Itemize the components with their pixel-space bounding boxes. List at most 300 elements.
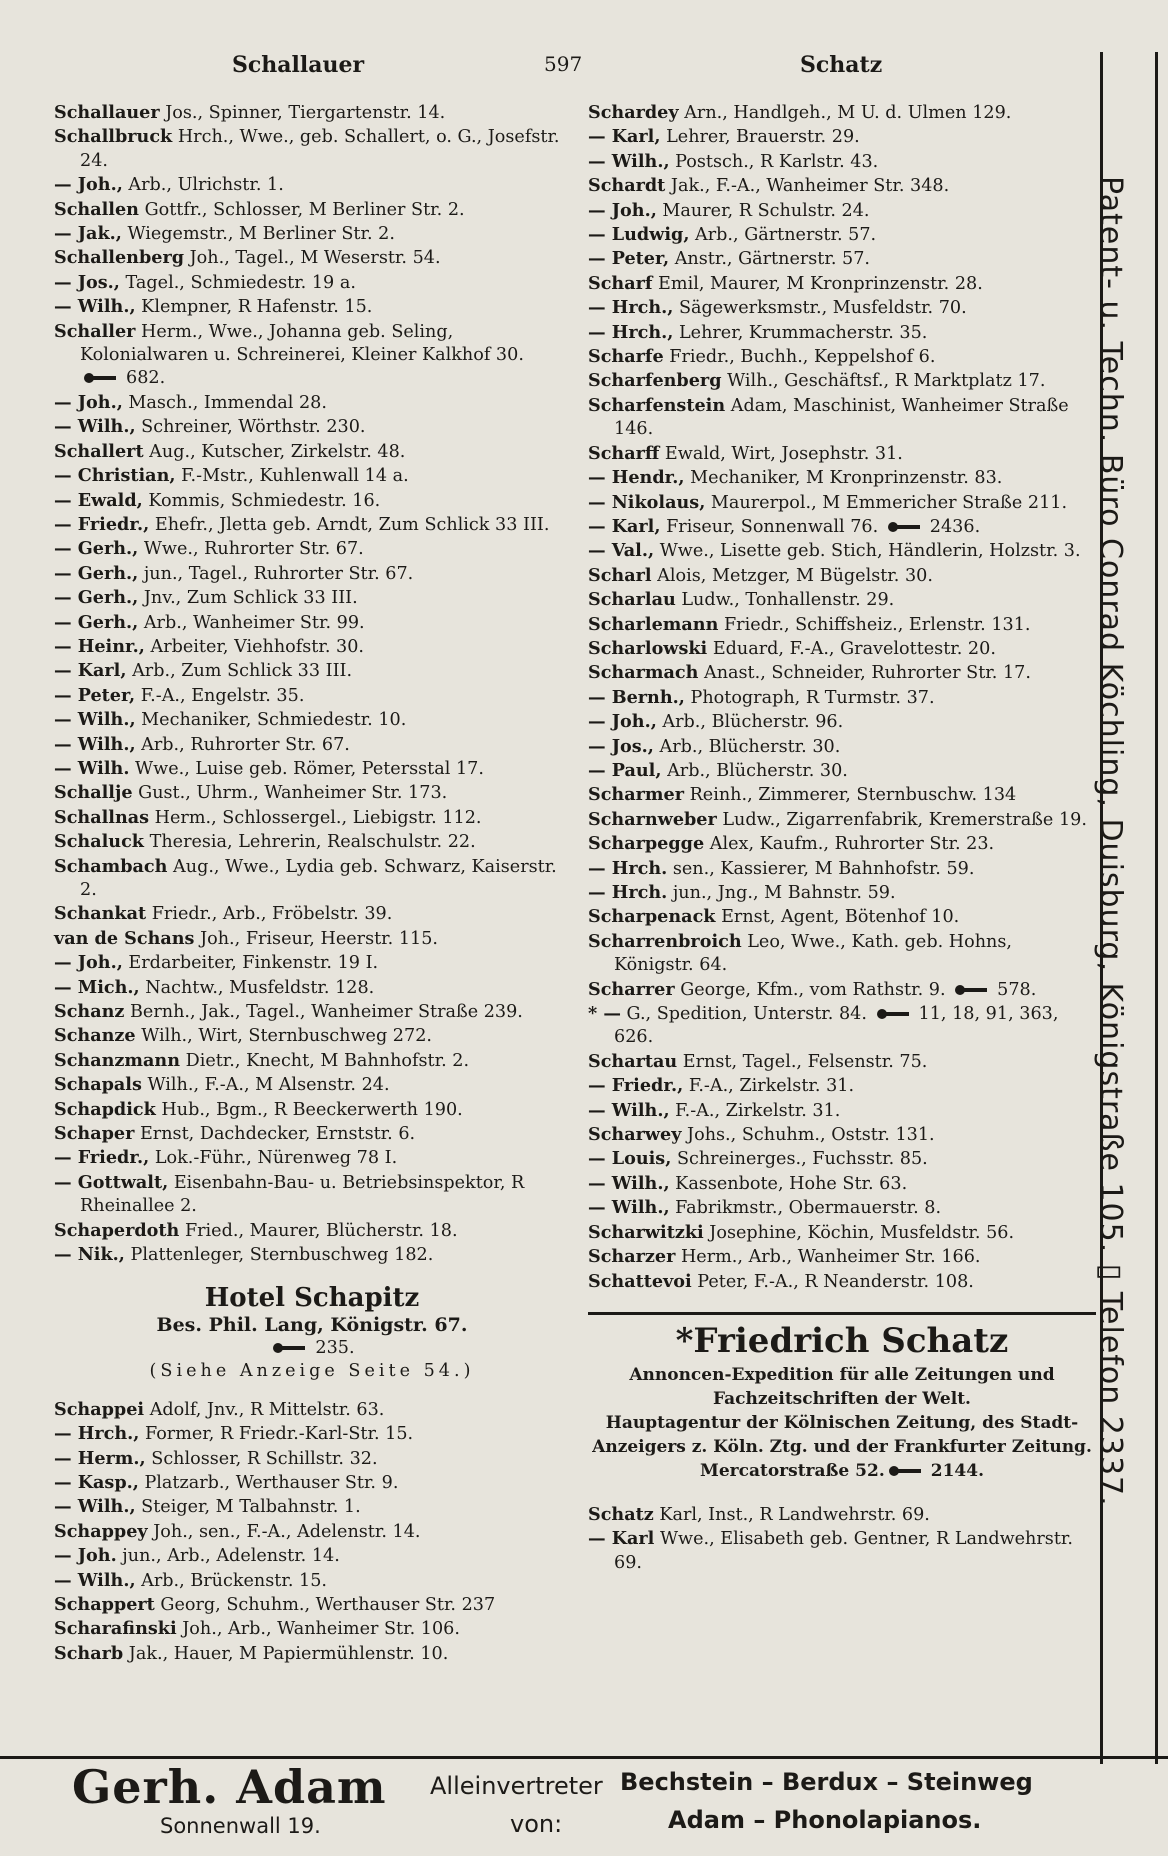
entry-details: Karl, Inst., R Landwehrstr. 69. xyxy=(659,1504,930,1525)
entry-details: Joh., Friseur, Heerstr. 115. xyxy=(200,928,439,949)
entry-details: George, Kfm., vom Rathstr. 9. xyxy=(680,979,946,1000)
directory-entry xyxy=(588,150,1096,174)
entry-name: Scharnweber xyxy=(588,808,717,830)
directory-entry xyxy=(54,976,570,1000)
entry-details: Masch., Immendal 28. xyxy=(128,392,327,413)
directory-entry xyxy=(54,1000,570,1024)
entry-details: Joh., Tagel., M Weserstr. 54. xyxy=(189,248,441,269)
directory-entry xyxy=(54,173,570,197)
entry-name: — Joh., xyxy=(54,952,123,974)
entry-name: Scharf xyxy=(588,272,653,294)
entry-name: — Nikolaus, xyxy=(588,491,706,513)
directory-entry xyxy=(588,1245,1096,1269)
entry-details: Photograph, R Turmstr. 37. xyxy=(690,687,935,708)
directory-entry xyxy=(588,1503,1096,1527)
entry-name: — Gottwalt, xyxy=(54,1171,169,1193)
advert-phone: 2144. xyxy=(930,1460,984,1481)
directory-entry xyxy=(54,1593,570,1617)
entry-details: Eduard, F.-A., Gravelottestr. 20. xyxy=(712,638,996,659)
entry-name: Schaluck xyxy=(54,831,144,853)
directory-entry xyxy=(588,199,1096,223)
entry-name: — Kasp., xyxy=(54,1471,139,1493)
directory-entry xyxy=(54,1122,570,1146)
entry-name: Scharzer xyxy=(588,1246,676,1268)
entry-details: Ernst, Tagel., Felsenstr. 75. xyxy=(682,1051,928,1072)
entry-details: Johs., Schuhm., Oststr. 131. xyxy=(687,1125,935,1146)
entry-name: Scharb xyxy=(54,1642,124,1664)
entry-name: Scharfenberg xyxy=(588,370,722,392)
entry-name: Schardt xyxy=(588,175,666,197)
entry-name: — Nik., xyxy=(54,1244,125,1266)
entry-name: Schaper xyxy=(54,1123,135,1145)
entry-name: Scharpenack xyxy=(588,906,716,928)
footer-von: von: xyxy=(510,1810,563,1838)
entry-name: — Wilh., xyxy=(588,1197,670,1219)
directory-entry xyxy=(54,830,570,854)
entry-name: Schanzmann xyxy=(54,1049,180,1071)
entry-details: Erdarbeiter, Finkenstr. 19 I. xyxy=(128,953,379,974)
directory-entry xyxy=(54,125,570,173)
left-column xyxy=(54,101,570,1666)
entry-details: Herm., Schlossergel., Liebigstr. 112. xyxy=(154,807,482,828)
directory-entry xyxy=(588,1099,1096,1123)
entry-name: Scharlemann xyxy=(588,613,719,635)
directory-entry xyxy=(588,783,1096,807)
entry-name: — Hendr., xyxy=(588,467,685,489)
directory-entry xyxy=(588,369,1096,393)
entry-details: Arb., Blücherstr. 96. xyxy=(662,712,844,733)
entry-name: — Joh., xyxy=(588,711,657,733)
entry-name: — Jos., xyxy=(54,271,120,293)
entry-name: — Louis, xyxy=(588,1148,672,1170)
entry-details: jun., Tagel., Ruhrorter Str. 67. xyxy=(143,563,414,584)
entry-name: Scharl xyxy=(588,564,652,586)
directory-entry xyxy=(54,489,570,513)
telephone-icon xyxy=(273,1343,307,1353)
directory-entry xyxy=(54,611,570,635)
entry-name: — Peter, xyxy=(54,684,136,706)
directory-entry xyxy=(588,808,1096,832)
entry-details: Nachtw., Musfeldstr. 128. xyxy=(145,977,375,998)
entry-name: — Paul, xyxy=(588,759,662,781)
entry-details: Postsch., R Karlstr. 43. xyxy=(675,151,879,172)
directory-entry xyxy=(588,1172,1096,1196)
directory-entry xyxy=(588,272,1096,296)
entry-phone: 578. xyxy=(997,979,1037,1000)
directory-entry xyxy=(588,1196,1096,1220)
entry-details: Kommis, Schmiedestr. 16. xyxy=(148,490,381,511)
entry-name: — Jak., xyxy=(54,223,122,245)
entry-details: Anast., Schneider, Ruhrorter Str. 17. xyxy=(704,663,1031,684)
directory-entry xyxy=(588,1270,1096,1294)
entry-name: — Wilh., xyxy=(54,1569,136,1591)
right-column xyxy=(588,101,1096,1575)
directory-entry xyxy=(588,1221,1096,1245)
entry-name: — Hrch., xyxy=(54,1423,140,1445)
entry-details: Plattenleger, Sternbuschweg 182. xyxy=(130,1245,434,1266)
entry-name: — Gerh., xyxy=(54,611,139,633)
directory-entry xyxy=(588,1050,1096,1074)
entry-details: Ernst, Dachdecker, Ernststr. 6. xyxy=(139,1124,416,1145)
entry-name: Schappei xyxy=(54,1398,145,1420)
entry-details: F.-A., Engelstr. 35. xyxy=(140,685,305,706)
entry-details: Wiegemstr., M Berliner Str. 2. xyxy=(127,224,395,245)
entry-name: Schallert xyxy=(54,440,144,462)
entry-details: Mechaniker, Schmiedestr. 10. xyxy=(141,710,407,731)
hotel-ref: (Siehe Anzeige Seite 54.) xyxy=(149,1361,475,1382)
advert-line-2: Hauptagentur der Kölnischen Zeitung, des Stadt-Anzeigers z. Köln. Ztg. und der Frankfurter Zeitung. xyxy=(592,1412,1092,1457)
advert-address: Mercatorstraße 52. xyxy=(700,1460,885,1481)
entry-details: Dietr., Knecht, M Bahnhofstr. 2. xyxy=(185,1050,470,1071)
directory-entry xyxy=(588,905,1096,929)
entry-name: Schappey xyxy=(54,1520,148,1542)
entry-name: Schartau xyxy=(588,1050,678,1072)
entry-details: Friseur, Sonnenwall 76. xyxy=(666,516,879,537)
entry-details: Wwe., Ruhrorter Str. 67. xyxy=(143,539,364,560)
directory-entry xyxy=(588,223,1096,247)
entry-details: Wilh., Geschäftsf., R Marktplatz 17. xyxy=(727,371,1046,392)
directory-entry xyxy=(54,1422,570,1446)
directory-entry xyxy=(54,537,570,561)
entry-name: van de Schans xyxy=(54,927,195,949)
entry-details: Arb., Brückenstr. 15. xyxy=(141,1570,327,1591)
entry-name: Scharff xyxy=(588,442,660,464)
directory-entry xyxy=(54,246,570,270)
directory-entry xyxy=(54,635,570,659)
entry-name: — Bernh., xyxy=(588,686,685,708)
entry-details: Jnv., Zum Schlick 33 III. xyxy=(143,588,358,609)
entry-details: Friedr., Schiffsheiz., Erlenstr. 131. xyxy=(723,614,1031,635)
entry-name: — Christian, xyxy=(54,465,176,487)
entry-details: F.-Mstr., Kuhlenwall 14 a. xyxy=(181,466,409,487)
entry-details: Arb., Ruhrorter Str. 67. xyxy=(141,734,350,755)
entry-details: Leo, Wwe., Kath. geb. Hohns, Königstr. 64. xyxy=(614,931,1012,976)
entry-details: Adam, Maschinist, Wanheimer Straße 146. xyxy=(614,395,1069,440)
directory-entry xyxy=(588,832,1096,856)
directory-entry xyxy=(588,515,1096,539)
directory-entry xyxy=(54,464,570,488)
entry-name: — Friedr., xyxy=(54,1147,150,1169)
entry-name: Schaperdoth xyxy=(54,1219,180,1241)
directory-entry xyxy=(588,978,1096,1002)
entry-name: Schattevoi xyxy=(588,1270,692,1292)
directory-entry xyxy=(588,1074,1096,1098)
entry-name: — Friedr., xyxy=(54,513,150,535)
directory-entry xyxy=(588,637,1096,661)
sidebar-advert: Patent- u. Techn. Büro Conrad Köchling, Duisburg, Königstraße 105. ▯ Telefon 2337. xyxy=(1093,176,1128,1507)
directory-entry xyxy=(588,466,1096,490)
directory-entry xyxy=(588,442,1096,466)
entry-details: Arb., Gärtnerstr. 57. xyxy=(695,225,877,246)
entry-details: Ludw., Zigarrenfabrik, Kremerstraße 19. xyxy=(722,809,1087,830)
entry-details: Adolf, Jnv., R Mittelstr. 63. xyxy=(149,1399,385,1420)
directory-entry xyxy=(54,1447,570,1471)
hotel-title: Hotel Schapitz xyxy=(204,1282,420,1313)
telephone-icon xyxy=(84,373,118,383)
entry-details: sen., Kassierer, M Bahnhofstr. 59. xyxy=(672,858,975,879)
entry-details: Friedr., Arb., Fröbelstr. 39. xyxy=(151,904,393,925)
directory-entry xyxy=(588,174,1096,198)
entry-details: Herm., Arb., Wanheimer Str. 166. xyxy=(680,1247,981,1268)
entry-details: Mechaniker, M Kronprinzenstr. 83. xyxy=(690,468,1003,489)
entry-name: — Herm., xyxy=(54,1447,146,1469)
entry-name: — Mich., xyxy=(54,976,140,998)
entry-name: Schaller xyxy=(54,320,136,342)
entry-details: Maurer, R Schulstr. 24. xyxy=(662,200,870,221)
entry-details: Schlosser, R Schillstr. 32. xyxy=(151,1448,378,1469)
directory-entry xyxy=(54,440,570,464)
entry-details: Lehrer, Brauerstr. 29. xyxy=(666,127,860,148)
entry-name: Scharrer xyxy=(588,978,675,1000)
entry-name: Scharlau xyxy=(588,589,676,611)
directory-entry xyxy=(588,125,1096,149)
entry-name: — Hrch., xyxy=(588,297,674,319)
entry-name: — Jos., xyxy=(588,735,654,757)
entry-details: Jak., F.-A., Wanheimer Str. 348. xyxy=(670,176,950,197)
directory-entry xyxy=(588,1527,1096,1575)
footer-brands-2: Adam – Phonolapianos. xyxy=(668,1806,982,1834)
directory-entry xyxy=(54,1219,570,1243)
entry-details: Maurerpol., M Emmericher Straße 211. xyxy=(710,492,1068,513)
entry-details: F.-A., Zirkelstr. 31. xyxy=(675,1100,841,1121)
entry-name: Scharmach xyxy=(588,662,699,684)
entry-name: — Joh., xyxy=(588,199,657,221)
entry-details: F.-A., Zirkelstr. 31. xyxy=(688,1076,855,1097)
entry-name: Schanze xyxy=(54,1025,136,1047)
directory-entry xyxy=(54,1569,570,1593)
entry-details: Arb., Blücherstr. 30. xyxy=(667,760,848,781)
sidebar-rule-right xyxy=(1155,52,1158,1764)
directory-entry xyxy=(54,1146,570,1170)
entry-details: Eisenbahn-Bau- u. Betriebsinspektor, R Rheinallee 2. xyxy=(80,1172,525,1217)
directory-entry xyxy=(588,686,1096,710)
entry-details: Joh., Arb., Wanheimer Str. 106. xyxy=(182,1619,460,1640)
entry-details: Wwe., Elisabeth geb. Gentner, R Landwehrstr. 69. xyxy=(614,1529,1073,1573)
directory-entry xyxy=(588,759,1096,783)
directory-entry xyxy=(54,562,570,586)
entry-name: — Gerh., xyxy=(54,587,139,609)
entry-details: Theresia, Lehrerin, Realschulstr. 22. xyxy=(149,832,476,853)
left-entries-2 xyxy=(54,1398,570,1666)
directory-entry xyxy=(54,1471,570,1495)
directory-entry xyxy=(54,708,570,732)
entry-details: Steiger, M Talbahnstr. 1. xyxy=(141,1497,361,1518)
directory-entry xyxy=(54,1642,570,1666)
entry-name: — Wilh., xyxy=(54,733,136,755)
directory-entry xyxy=(54,1049,570,1073)
directory-entry xyxy=(588,296,1096,320)
entry-details: Peter, F.-A., R Neanderstr. 108. xyxy=(697,1271,974,1292)
entry-details: Ehefr., Jletta geb. Arndt, Zum Schlick 33 III. xyxy=(154,514,550,535)
entry-name: — Hrch., xyxy=(588,321,674,343)
entry-details: Josephine, Köchin, Musfeldstr. 56. xyxy=(709,1222,1015,1243)
entry-name: Schallje xyxy=(54,782,133,804)
entry-name: Scharlowski xyxy=(588,637,708,659)
directory-entry xyxy=(54,951,570,975)
entry-details: Alois, Metzger, M Bügelstr. 30. xyxy=(657,565,933,586)
entry-details: Wwe., Luise geb. Römer, Petersstal 17. xyxy=(135,758,484,779)
directory-entry xyxy=(54,198,570,222)
directory-entry xyxy=(588,101,1096,125)
directory-entry xyxy=(54,222,570,246)
entry-name: — Karl, xyxy=(588,126,661,148)
entry-details: Former, R Friedr.-Karl-Str. 15. xyxy=(144,1424,414,1445)
entry-details: Jos., Spinner, Tiergartenstr. 14. xyxy=(165,103,446,123)
entry-name: Scharafinski xyxy=(54,1618,177,1640)
directory-entry xyxy=(54,757,570,781)
hotel-owner: Bes. Phil. Lang, Königstr. 67. xyxy=(156,1313,468,1336)
entry-name: — Heinr., xyxy=(54,635,145,657)
entry-name: Schallnas xyxy=(54,806,150,828)
directory-entry xyxy=(588,321,1096,345)
directory-entry xyxy=(588,881,1096,905)
directory-entry xyxy=(54,733,570,757)
entry-name: — Peter, xyxy=(588,248,670,270)
entry-name: Schallenberg xyxy=(54,247,185,269)
entry-details: Arb., Wanheimer Str. 99. xyxy=(143,612,365,633)
directory-entry xyxy=(54,271,570,295)
page-number: 597 xyxy=(544,52,583,76)
entry-details: Ewald, Wirt, Josephstr. 31. xyxy=(664,443,903,464)
entry-name: Schallbruck xyxy=(54,126,173,148)
entry-name: Scharpegge xyxy=(588,833,705,855)
entry-details: Arn., Handlgeh., M U. d. Ulmen 129. xyxy=(684,103,1012,123)
directory-entry xyxy=(54,1495,570,1519)
entry-details: Arbeiter, Viehhofstr. 30. xyxy=(150,636,365,657)
footer-sole-agent: Alleinvertreter xyxy=(430,1772,603,1800)
entry-details: Georg, Schuhm., Werthauser Str. 237 xyxy=(160,1594,496,1615)
entry-name: Schapals xyxy=(54,1074,142,1096)
entry-details: Joh., sen., F.-A., Adelenstr. 14. xyxy=(153,1521,421,1542)
right-entries xyxy=(588,101,1096,1294)
entry-name: Scharrenbroich xyxy=(588,930,742,952)
directory-entry xyxy=(588,735,1096,759)
directory-entry xyxy=(54,855,570,903)
entry-name: Schardey xyxy=(588,102,679,123)
left-entries xyxy=(54,101,570,1268)
directory-entry xyxy=(54,806,570,830)
footer-address: Sonnenwall 19. xyxy=(160,1814,321,1838)
advert-line-1: Annoncen-Expedition für alle Zeitungen und Fachzeitschriften der Welt. xyxy=(629,1364,1055,1409)
entry-name: — Wilh., xyxy=(588,150,670,172)
entry-details: Schreiner, Wörthstr. 230. xyxy=(141,417,366,438)
entry-details: Hub., Bgm., R Beeckerwerth 190. xyxy=(161,1099,463,1120)
directory-entry xyxy=(54,1243,570,1267)
directory-entry xyxy=(588,857,1096,881)
entry-details: Wilh., F.-A., M Alsenstr. 24. xyxy=(147,1075,390,1096)
entry-details: jun., Jng., M Bahnstr. 59. xyxy=(672,883,896,903)
header-left: Schallauer xyxy=(232,52,365,78)
directory-entry xyxy=(54,586,570,610)
directory-entry xyxy=(588,613,1096,637)
entry-name: — Karl, xyxy=(54,660,127,682)
entry-details: Wilh., Wirt, Sternbuschweg 272. xyxy=(141,1026,432,1047)
entry-name: Schallauer xyxy=(54,102,160,123)
entry-name: — Joh., xyxy=(54,174,123,196)
entry-details: Alex, Kaufm., Ruhrorter Str. 23. xyxy=(709,834,995,855)
entry-phone: 11, 18, 91, 363, 626. xyxy=(614,1004,1059,1048)
directory-entry xyxy=(54,415,570,439)
entry-name: Schankat xyxy=(54,903,147,925)
directory-entry xyxy=(588,491,1096,515)
schatz-advert xyxy=(588,1319,1096,1483)
entry-details: Fabrikmstr., Obermauerstr. 8. xyxy=(675,1198,942,1219)
directory-entry xyxy=(54,781,570,805)
entry-details: Lok.-Führ., Nürenweg 78 I. xyxy=(154,1148,398,1169)
telephone-icon xyxy=(877,1009,911,1019)
entry-details: Jak., Hauer, M Papiermühlenstr. 10. xyxy=(128,1643,449,1664)
directory-entry xyxy=(54,391,570,415)
directory-entry xyxy=(588,930,1096,978)
entry-name: — Friedr., xyxy=(588,1075,684,1097)
entry-name: Schanz xyxy=(54,1001,125,1023)
entry-details: Lehrer, Krummacherstr. 35. xyxy=(678,322,928,343)
entry-name: Scharfenstein xyxy=(588,394,726,416)
entry-details: Herm., Wwe., Johanna geb. Seling, Kolonialwaren u. Schreinerei, Kleiner Kalkhof 30. xyxy=(80,321,524,366)
directory-entry xyxy=(54,1024,570,1048)
entry-details: Tagel., Schmiedestr. 19 a. xyxy=(125,272,356,293)
entry-name: — Val., xyxy=(588,540,655,562)
directory-entry xyxy=(588,394,1096,442)
directory-entry xyxy=(54,1520,570,1544)
entry-details: Ludw., Tonhallenstr. 29. xyxy=(681,590,895,611)
entry-details: Sägewerksmstr., Musfeldstr. 70. xyxy=(678,298,967,319)
directory-entry xyxy=(588,1147,1096,1171)
directory-entry xyxy=(54,513,570,537)
directory-entry xyxy=(54,1098,570,1122)
telephone-icon xyxy=(888,522,922,532)
entry-name: — Wilh., xyxy=(54,416,136,438)
entry-name: Scharwitzki xyxy=(588,1221,704,1243)
entry-details: jun., Arb., Adelenstr. 14. xyxy=(122,1546,340,1567)
footer-brand: Gerh. Adam xyxy=(72,1760,387,1814)
directory-entry xyxy=(54,295,570,319)
directory-entry xyxy=(54,927,570,951)
footer-brands-1: Bechstein – Berdux – Steinweg xyxy=(620,1768,1033,1796)
entry-details: Fried., Maurer, Blücherstr. 18. xyxy=(184,1220,458,1241)
directory-entry xyxy=(588,1123,1096,1147)
directory-entry xyxy=(54,902,570,926)
entry-name: Schallen xyxy=(54,198,139,220)
entry-details: Arb., Zum Schlick 33 III. xyxy=(132,661,353,682)
entry-name: — Wilh., xyxy=(588,1172,670,1194)
entry-details: Emil, Maurer, M Kronprinzenstr. 28. xyxy=(658,273,983,294)
entry-name: Schatz xyxy=(588,1503,654,1525)
entry-details: Aug., Kutscher, Zirkelstr. 48. xyxy=(149,441,406,462)
telephone-icon xyxy=(889,1466,923,1476)
directory-entry xyxy=(588,1002,1096,1050)
entry-name: — Ludwig, xyxy=(588,224,690,246)
directory-entry xyxy=(54,320,570,391)
entry-name: Scharmer xyxy=(588,784,684,806)
directory-entry xyxy=(54,1544,570,1568)
entry-phone: 682. xyxy=(126,368,166,389)
directory-entry xyxy=(588,661,1096,685)
entry-details: Arb., Ulrichstr. 1. xyxy=(128,175,284,196)
entry-name: — Hrch. xyxy=(588,857,668,879)
entry-details: Wwe., Lisette geb. Stich, Händlerin, Holzstr. 3. xyxy=(659,541,1081,562)
entry-name: Schambach xyxy=(54,855,168,877)
entry-name: Scharfe xyxy=(588,346,664,368)
directory-entry xyxy=(588,539,1096,563)
entry-details: Bernh., Jak., Tagel., Wanheimer Straße 239. xyxy=(130,1002,523,1023)
directory-entry xyxy=(54,1171,570,1219)
entry-details: Gottfr., Schlosser, M Berliner Str. 2. xyxy=(144,199,465,220)
advert-title: *Friedrich Schatz xyxy=(675,1320,1009,1361)
entry-name: — Ewald, xyxy=(54,489,143,511)
entry-details: Friedr., Buchh., Keppelshof 6. xyxy=(669,347,936,368)
directory-entry xyxy=(54,101,570,125)
